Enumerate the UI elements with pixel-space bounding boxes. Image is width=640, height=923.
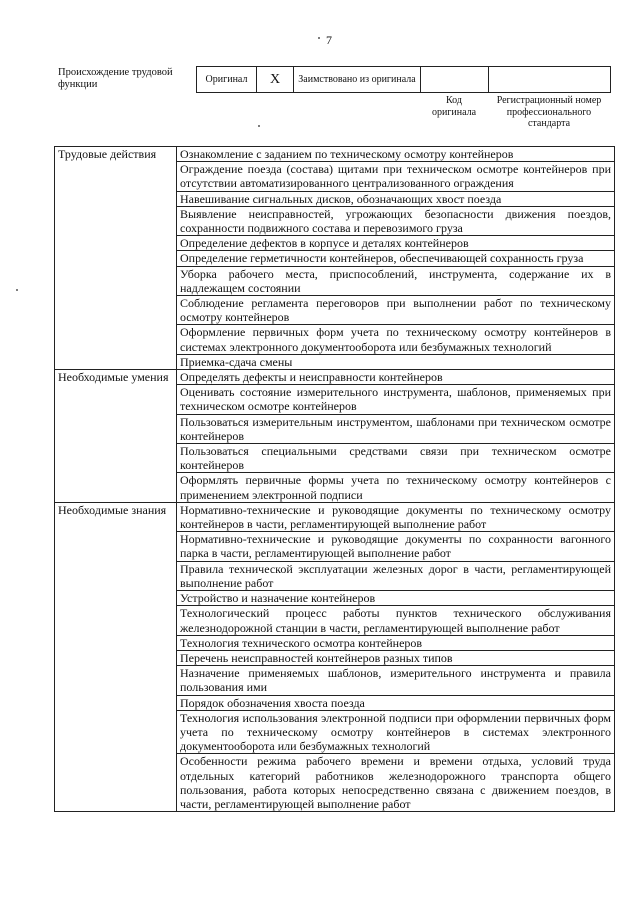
item-cell: Технологический процесс работы пунктов технического обслуживания железнодорожной станции в части, регламентирующей выполнение работ (177, 606, 615, 635)
item-cell: Устройство и назначение контейнеров (177, 591, 615, 606)
table-row (55, 370, 615, 385)
item-cell: Перечень неисправностей контейнеров разных типов (177, 650, 615, 665)
borrowed-cell: Заимствовано из оригинала (294, 67, 421, 93)
item-cell: Выявление неисправностей, угрожающих безопасности движения поездов, сохранности подвижного состава и перевозимого груза (177, 206, 615, 235)
origin-block (58, 66, 610, 92)
code-original-label: Код оригинала (431, 95, 477, 118)
category-cell: Необходимые умения (55, 370, 177, 503)
item-cell: Технология использования электронной подписи при оформлении первичных форм учета по техническому осмотру контейнеров в системах электронного документооборота или безбумажных технологий (177, 710, 615, 754)
item-cell: Нормативно-технические и руководящие документы по техническому осмотру контейнеров в части, регламентирующей выполнение работ (177, 502, 615, 531)
item-cell: Оформлять первичные формы учета по техническому осмотру контейнеров с применением электронной подписи (177, 473, 615, 502)
reg-number-label: Регистрационный номер профессионального стандарта (496, 95, 602, 129)
scan-speck (318, 37, 320, 39)
item-cell: Нормативно-технические и руководящие документы по сохранности вагонного парка в части, регламентирующей выполнение работ (177, 532, 615, 561)
page-number: 7 (326, 33, 332, 47)
item-cell: Особенности режима рабочего времени и времени отдыха, условий труда отдельных категорий работников железнодорожного транспорта общего пользования, работа которых непосредственно связана с движением поездов, в части, регламентирующей выполнение работ (177, 754, 615, 812)
function-table (54, 146, 615, 812)
item-cell: Уборка рабочего места, приспособлений, инструмента, содержание их в надлежащем состоянии (177, 266, 615, 295)
original-cell: Оригинал (197, 67, 257, 93)
item-cell: Приемка-сдача смены (177, 354, 615, 369)
item-cell: Технология технического осмотра контейнеров (177, 635, 615, 650)
item-cell: Порядок обозначения хвоста поезда (177, 695, 615, 710)
origin-label: Происхождение трудовой функции (58, 67, 173, 90)
original-mark: X (257, 67, 294, 93)
item-cell: Соблюдение регламента переговоров при выполнении работ по техническому осмотру контейнеров (177, 296, 615, 325)
item-cell: Пользоваться специальными средствами связи при техническом осмотре контейнеров (177, 444, 615, 473)
category-cell: Необходимые знания (55, 502, 177, 811)
reg-number-cell (489, 67, 611, 93)
item-cell: Ограждение поезда (состава) щитами при техническом осмотре контейнеров при отсутствии автоматизированного централизованного ограждения (177, 162, 615, 191)
item-cell: Оформление первичных форм учета по техническому осмотру контейнеров в системах электронного документооборота или безбумажных технологий (177, 325, 615, 354)
scan-speck (258, 125, 260, 127)
item-cell: Навешивание сигнальных дисков, обозначающих хвост поезда (177, 191, 615, 206)
item-cell: Ознакомление с заданием по техническому осмотру контейнеров (177, 147, 615, 162)
item-cell: Правила технической эксплуатации железных дорог в части, регламентирующей выполнение работ (177, 561, 615, 590)
item-cell: Определение герметичности контейнеров, обеспечивающей сохранность груза (177, 251, 615, 266)
item-cell: Назначение применяемых шаблонов, измерительного инструмента и правила пользования ими (177, 666, 615, 695)
scan-speck (16, 289, 18, 291)
item-cell: Пользоваться измерительным инструментом, шаблонами при техническом осмотре контейнеров (177, 414, 615, 443)
table-row (55, 502, 615, 531)
category-cell: Трудовые действия (55, 147, 177, 370)
item-cell: Оценивать состояние измерительного инструмента, шаблонов, применяемых при техническом осмотре контейнеров (177, 385, 615, 414)
table-row (55, 147, 615, 162)
origin-table (196, 66, 611, 93)
item-cell: Определение дефектов в корпусе и деталях контейнеров (177, 236, 615, 251)
code-original-cell (421, 67, 489, 93)
item-cell: Определять дефекты и неисправности контейнеров (177, 370, 615, 385)
